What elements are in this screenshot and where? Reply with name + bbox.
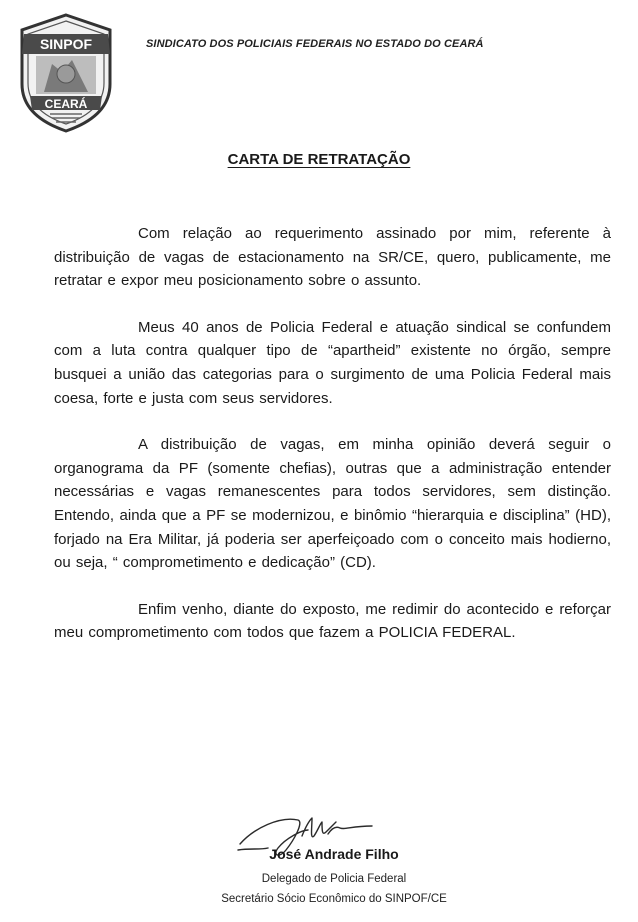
letter-body bbox=[54, 222, 611, 668]
signatory-name: José Andrade Filho bbox=[269, 846, 399, 862]
document-title-text: CARTA DE RETRATAÇÃO bbox=[227, 151, 411, 168]
paragraph-1: Com relação ao requerimento assinado por mim, referente à distribuição de vagas de estacionamento na SR/CE, quero, publicamente, me retratar e expor meu posicionamento sobre o assunto. bbox=[54, 225, 611, 290]
logo-top-text: SINPOF bbox=[39, 36, 93, 52]
document-title bbox=[0, 151, 638, 168]
sinpof-logo bbox=[14, 12, 118, 134]
paragraph-4: Enfim venho, diante do exposto, me redimir do acontecido e reforçar meu comprometimento com todos que fazem a POLICIA FEDERAL. bbox=[54, 600, 611, 642]
paragraph-2: Meus 40 anos de Policia Federal e atuação sindical se confundem com a luta contra qualquer tipo de “apartheid” existente no órgão, sempre busquei a união das categorias para o surgimento de uma Policia Federal mais coesa, forte e justa com seus servidores. bbox=[54, 318, 611, 407]
organization-name: SINDICATO DOS POLICIAIS FEDERAIS NO ESTADO DO CEARÁ bbox=[146, 38, 484, 50]
logo-bottom-text: CEARÁ bbox=[44, 97, 88, 111]
sinpof-shield-emblem bbox=[14, 12, 118, 134]
signatory-position: Secretário Sócio Econômico do SINPOF/CE bbox=[221, 893, 447, 905]
signatory-role: Delegado de Policia Federal bbox=[261, 873, 407, 885]
paragraph-3: A distribuição de vagas, em minha opinião deverá seguir o organograma da PF (somente chefias), outras que a administração entender necessárias e vagas remanescentes para todos servidores, sem distinção. Entendo, ainda que a PF se modernizou, e binômio “hierarquia e disciplina” (HD), forjado na Era Militar, já poderia ser aperfeiçoado com o conceito mais hodierno, ou seja, “ comprometimento e dedicação” (CD). bbox=[54, 436, 611, 572]
